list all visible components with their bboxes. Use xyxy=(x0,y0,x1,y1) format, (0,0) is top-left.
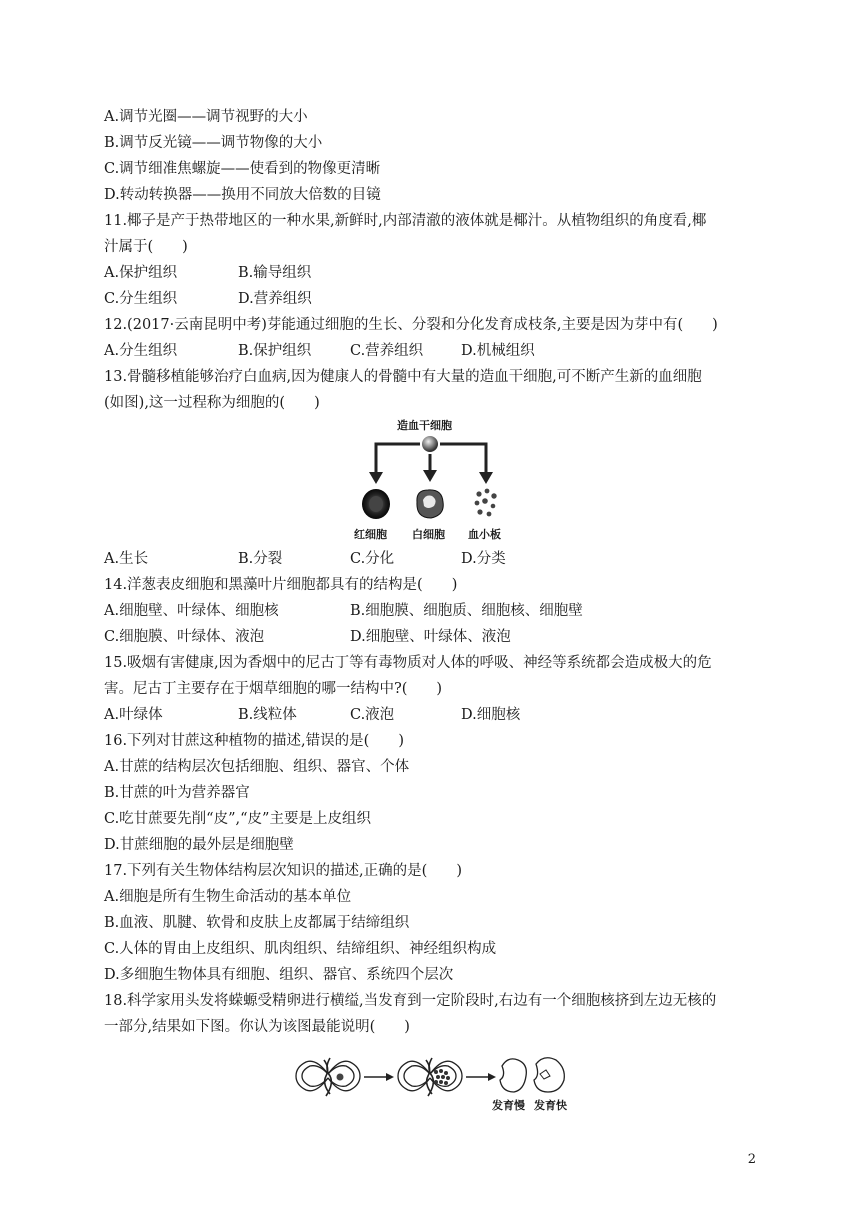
platelet-label: 血小板 xyxy=(468,528,501,541)
egg-after-icon xyxy=(398,1058,462,1096)
q12-option-a: A.分生组织 xyxy=(104,343,178,359)
q13-option-b: B.分裂 xyxy=(238,551,283,567)
q14-stem-line1: 14.洋葱表皮细胞和黑藻叶片细胞都具有的结构是( ) xyxy=(104,577,458,593)
q15-option-b: B.线粒体 xyxy=(238,707,297,723)
q11-option-b: B.输导组织 xyxy=(238,265,312,281)
q16-stem-line1: 16.下列对甘蔗这种植物的描述,错误的是( ) xyxy=(104,733,404,749)
platelet-icon xyxy=(475,489,497,517)
q15-stem-line1: 15.吸烟有害健康,因为香烟中的尼古丁等有毒物质对人体的呼吸、神经等系统都会造成极大的危 xyxy=(104,655,712,671)
q18-stem-line2: 一部分,结果如下图。你认为该图最能说明( ) xyxy=(104,1019,410,1035)
q15-option-d: D.细胞核 xyxy=(461,707,521,723)
q13-option-d: D.分类 xyxy=(461,551,506,567)
q10-option-b: B.调节反光镜——调节物像的大小 xyxy=(104,135,323,151)
fast-development-label: 发育快 xyxy=(534,1099,567,1112)
q12-option-c: C.营养组织 xyxy=(350,343,424,359)
newt-egg-diagram xyxy=(294,1050,574,1114)
egg-before-icon xyxy=(296,1058,360,1096)
q12-option-b: B.保护组织 xyxy=(238,343,312,359)
q14-option-c: C.细胞膜、叶绿体、液泡 xyxy=(104,629,265,645)
stem-cell-label: 造血干细胞 xyxy=(397,419,452,432)
hematopoiesis-figure xyxy=(350,414,520,542)
page-number: 2 xyxy=(747,1152,756,1167)
q15-option-a: A.叶绿体 xyxy=(104,707,163,723)
q18-stem-line1: 18.科学家用头发将蝾螈受精卵进行横缢,当发育到一定阶段时,右边有一个细胞核挤到左边无核的 xyxy=(104,993,717,1009)
arrow-to-red-cell xyxy=(376,444,420,474)
stem-cell-icon xyxy=(422,436,438,452)
q14-option-b: B.细胞膜、细胞质、细胞核、细胞壁 xyxy=(350,603,583,619)
q11-option-c: C.分生组织 xyxy=(104,291,178,307)
white-cell-label: 白细胞 xyxy=(412,528,445,541)
q10-option-d: D.转动转换器——换用不同放大倍数的目镜 xyxy=(104,187,381,203)
q16-option-c: C.吃甘蔗要先削“皮”,“皮”主要是上皮组织 xyxy=(104,811,371,827)
q15-stem-line2: 害。尼古丁主要存在于烟草细胞的哪一结构中?( ) xyxy=(104,681,443,697)
q17-stem-line1: 17.下列有关生物体结构层次知识的描述,正确的是( ) xyxy=(104,863,462,879)
q10-option-c: C.调节细准焦螺旋——使看到的物像更清晰 xyxy=(104,161,381,177)
q13-stem-line2: (如图),这一过程称为细胞的( ) xyxy=(104,395,320,411)
q17-option-a: A.细胞是所有生物生命活动的基本单位 xyxy=(104,889,352,905)
q11-stem-line1: 11.椰子是产于热带地区的一种水果,新鲜时,内部清澈的液体就是椰汁。从植物组织的角度看,椰 xyxy=(104,213,707,229)
q11-option-d: D.营养组织 xyxy=(238,291,312,307)
q16-option-a: A.甘蔗的结构层次包括细胞、组织、器官、个体 xyxy=(104,759,410,775)
q14-option-a: A.细胞壁、叶绿体、细胞核 xyxy=(104,603,279,619)
q15-option-c: C.液泡 xyxy=(350,707,395,723)
q17-option-b: B.血液、肌腱、软骨和皮肤上皮都属于结缔组织 xyxy=(104,915,410,931)
red-cell-label: 红细胞 xyxy=(354,528,387,541)
slow-development-label: 发育慢 xyxy=(492,1099,525,1112)
q11-option-a: A.保护组织 xyxy=(104,265,178,281)
q17-option-d: D.多细胞生物体具有细胞、组织、器官、系统四个层次 xyxy=(104,967,454,983)
q13-option-a: A.生长 xyxy=(104,551,149,567)
q16-option-b: B.甘蔗的叶为营养器官 xyxy=(104,785,250,801)
newt-egg-figure xyxy=(294,1050,574,1114)
q17-option-c: C.人体的胃由上皮组织、肌肉组织、结缔组织、神经组织构成 xyxy=(104,941,497,957)
hematopoiesis-diagram xyxy=(350,414,520,542)
slow-half-icon xyxy=(500,1059,526,1092)
q16-option-d: D.甘蔗细胞的最外层是细胞壁 xyxy=(104,837,294,853)
q10-option-a: A.调节光圈——调节视野的大小 xyxy=(104,109,308,125)
q12-stem-line1: 12.(2017·云南昆明中考)芽能通过细胞的生长、分裂和分化发育成枝条,主要是因为芽中有( ) xyxy=(104,317,718,333)
q13-option-c: C.分化 xyxy=(350,551,395,567)
q13-stem-line1: 13.骨髓移植能够治疗白血病,因为健康人的骨髓中有大量的造血干细胞,可不断产生新的血细胞 xyxy=(104,369,702,385)
arrow-to-platelet xyxy=(440,444,486,474)
q11-stem-line2: 汁属于( ) xyxy=(104,239,188,255)
q12-option-d: D.机械组织 xyxy=(461,343,535,359)
q14-option-d: D.细胞壁、叶绿体、液泡 xyxy=(350,629,511,645)
